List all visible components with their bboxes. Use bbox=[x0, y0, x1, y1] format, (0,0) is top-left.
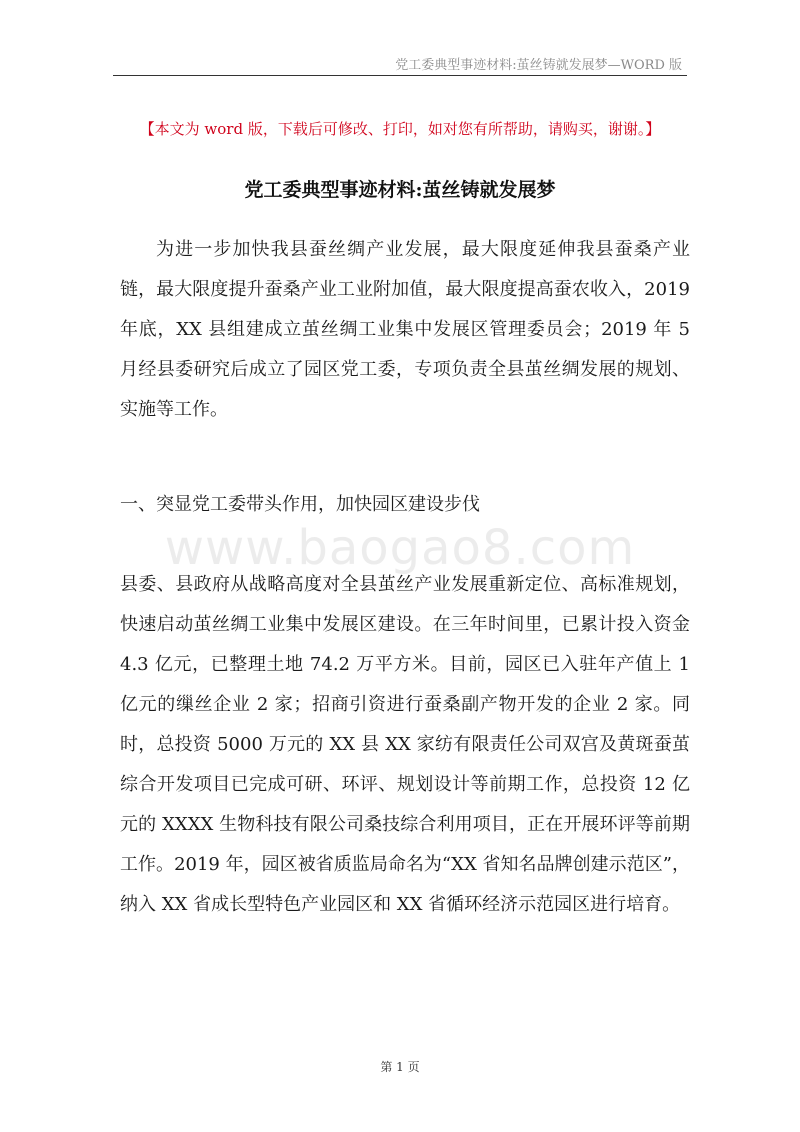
watermark: www.baogao8.com bbox=[164, 520, 636, 576]
header-divider bbox=[113, 75, 687, 76]
paragraph-section-1: 县委、县政府从战略高度对全县茧丝产业发展重新定位、高标准规划，快速启动茧丝绸工业集中发展区建设。在三年时间里，已累计投入资金 4.3 亿元，已整理土地 74.2 万平方米。目前，园区已入驻年产值上 1 亿元的缫丝企业 2 家；招商引资进行蚕桑副产物开发的企业 2 家。同时，总投资 5000 万元的 XX 县 XX 家纺有限责任公司双宫及黄斑蚕茧综合开发项目已完成可研、环评、规划设计等前期工作，总投资 12 亿元的 XXXX 生物科技有限公司桑技综合利用项目，正在开展环评等前期工作。2019 年，园区被省质监局命名为“XX 省知名品牌创建示范区”，纳入 XX 省成长型特色产业园区和 XX 省循环经济示范园区进行培育。 bbox=[120, 574, 690, 915]
download-notice: 【本文为 word 版，下载后可修改、打印，如对您有所帮助，请购买，谢谢。】 bbox=[139, 120, 661, 138]
page-number: 第 1 页 bbox=[380, 1060, 420, 1074]
running-header: 党工委典型事迹材料:茧丝铸就发展梦—WORD 版 bbox=[395, 58, 682, 73]
document-title: 党工委典型事迹材料:茧丝铸就发展梦 bbox=[244, 179, 556, 201]
section-heading-1: 一、突显党工委带头作用，加快园区建设步伐 bbox=[120, 494, 480, 515]
paragraph-intro: 为进一步加快我县蚕丝绸产业发展，最大限度延伸我县蚕桑产业链，最大限度提升蚕桑产业工业附加值，最大限度提高蚕农收入，2019 年底，XX 县组建成立茧丝绸工业集中发展区管理委员会；2019 年 5 月经县委研究后成立了园区党工委，专项负责全县茧丝绸发展的规划、实施等工作。 bbox=[120, 239, 690, 420]
